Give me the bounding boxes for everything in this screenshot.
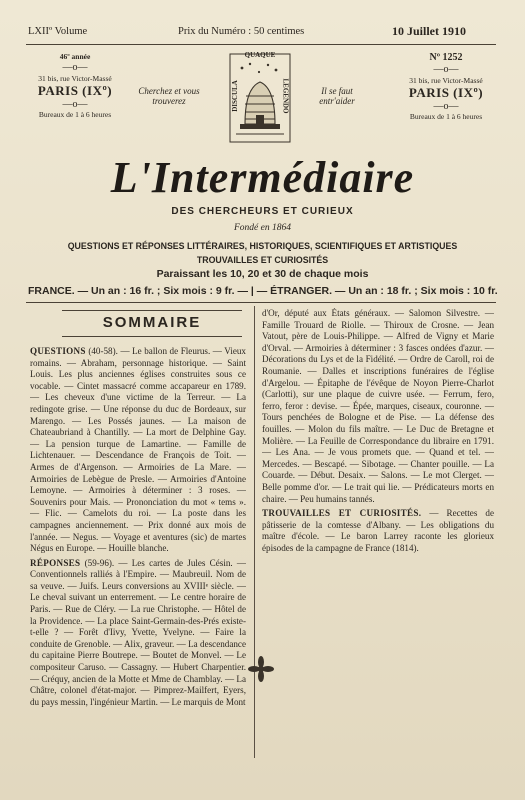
emblem-right-text: LEGENDO [281, 78, 290, 114]
right-motto-line-2: entr'aider [319, 96, 355, 106]
sommaire-heading: SOMMAIRE [102, 314, 202, 331]
year-label: 46º année [59, 52, 91, 61]
description-line-2: TROUVAILLES ET CURIOSITÉS [196, 255, 329, 265]
sommaire-rule-bottom [62, 336, 242, 337]
price-label: Prix du Numéro : 50 centimes [178, 26, 305, 37]
right-continuation: d'Or, député aux États généraux. — Salomon Silvestre. — Famille Trouard de Riolle. — Thiroux de Crosne. — Jean Vatout, père de Louis-Philippe. — Alfred de Vigny et Marie d'Orval. — Armoiries à déterminer : 3 fasces ondées d'azur. — Décorations du Lys et de la Fidélité. — Ordre de Caroll, roi de Roumanie. — Dalles et inscriptions funéraires de l'église d'Argelou. — Épitaphe de l'évêque de Noyon Pierre-Charlot (Carlotti), sur une plaque de cuivre usée. — Ferrum, fero, ferro, feror : devise. — Épée, marques, ciseaux, couronne. — Tours penchées de Bologne et de Pise. — La défense des fouilles. — Molon du fils maître. — Le Duc de Bretagne et Molière. — La Feuille de Correspondance du libraire en 1791. — Les Ana. — Je vous promets que. — Quand et tel. — Mercedes. — Bescapé. — Sibotage. — Chanter pouille. — La Couarde. — Début. Desaix. — Salons. — Le mot Clerget. — Belle pomme d'or. — Le trait qui lie. — Prédicateurs morts en chaire. — Peu humains tannés. [262, 308, 494, 504]
left-hours: Bureaux de 1 à 6 heures [38, 110, 112, 119]
right-city: PARIS (IXº) [408, 85, 484, 100]
left-motto-line-1: Cherchez et vous [138, 86, 200, 96]
fleuron-ornament [245, 653, 277, 685]
column-divider [254, 306, 255, 758]
volume-label: LXIIº Volume [28, 26, 88, 37]
emblem-left-text: DISCULA [230, 80, 239, 112]
right-motto-line-1: Il se faut [321, 86, 353, 96]
subscription-line: FRANCE. — Un an : 16 fr. ; Six mois : 9 fr. — | — ÉTRANGER. — Un an : 18 fr. ; Six mois : 10 fr. [28, 285, 498, 297]
fleuron-icon [245, 653, 277, 685]
left-city: PARIS (IXº) [37, 83, 113, 98]
right-motto [298, 86, 376, 106]
questions-text: — Le ballon de Fleurus. — Vieux romains. — Abraham, personnage historique. — Saint Louis. Les plus anciennes églises construites sous ce vocable. — Cintet massacré comme accapareur en 1789. — Les cheveux d'une victime de la Terreur. — La redingote grise. — Une réponse du duc de Bordeaux, sur Marengo. — Les Possés jaunes. — La maison de Chateaubriand à Chantilly. — La mort de Delphine Gay. — La pension turque de Lamartine. — Famille de Lichtenauer. — Descendance de François de Toit. — Armes de d'Argenson. — Armoiries de La Mare. — Armoiries de Lebègue de Presle. — Armoiries d'Antoine Lemoyne. — Armoiries à déterminer : 3 roses. — Souvenirs pour Mais. — Prononciation du mot « tems ». — Flic. — Camelots du roi. — La poste dans les campagnes anciennement. — Prix donné aux mois de l'année. — Negus. — Voyage et aventures (sic) de martes Négus en Europe. — Houille blanche. [30, 346, 246, 554]
reponses-paragraph [30, 558, 246, 709]
left-info-block: 46º année —o— 31 bis, rue Victor-Massé PARIS (IXº) —o— Bureaux de 1 à 6 heures [30, 52, 120, 119]
issue-number: Nº 1252 [429, 52, 463, 63]
left-address: 31 bis, rue Victor-Massé [38, 74, 112, 83]
trouvailles-paragraph [262, 508, 494, 554]
journal-subtitle: DES CHERCHEURS ET CURIEUX [171, 206, 354, 217]
subscription-rule [26, 302, 496, 303]
founded-line: Fondé en 1864 [234, 223, 291, 233]
header-rule [26, 44, 496, 45]
trouvailles-text: — Recettes de pâtisserie de la comtesse d'Albany. — Les obligations du maître d'école. — Le baron Larrey raconte les glorieux épisodes de la campagne de France (1814). [262, 508, 494, 553]
questions-heading: QUESTIONS [30, 346, 86, 356]
right-hours: Bureaux de 1 à 6 heures [409, 112, 483, 121]
left-column [30, 346, 246, 756]
questions-paragraph [30, 346, 246, 555]
journal-title: L'Intermédiaire [110, 153, 415, 202]
description-line-1: QUESTIONS ET RÉPONSES LITTÉRAIRES, HISTORIQUES, SCIENTIFIQUES ET ARTISTIQUES [67, 241, 458, 251]
trouvailles-heading: TROUVAILLES ET CURIOSITÉS. [262, 508, 422, 519]
left-motto-line-2: trouverez [152, 96, 186, 106]
sommaire-rule-top [62, 310, 242, 311]
right-address: 31 bis, rue Victor-Massé [409, 76, 483, 85]
emblem-top-text: QUAQUE [244, 51, 276, 59]
beehive-emblem [228, 52, 292, 144]
issue-date: 10 Juillet 1910 [392, 24, 466, 38]
questions-range: (40-58). [88, 346, 118, 356]
reponses-heading: RÉPONSES [30, 557, 81, 568]
reponses-text: — Les cartes de Jules Césin. — Conventionnels ralliés à l'Empire. — Maubreuil. Nom de sa veuve. — Juifs. Leurs conversions au XVIIIᵉ siècle. — Le cheval suivant un enterrement. — Le centre horaire de Paris. — Rue de Cléry. — La rue Christophe. — Hôtel de la Providence. — La place Saint-Germain-des-Prés existe-t-elle ? — Forêt d'Iivy, Yvette, Yvelyne. — Faire la conduite de Grenoble. — Alix, graveur. — La descendance du capitaine Pierre Boutrepe. — Boutet de Monvel. — Le compositeur Caruso. — Cassagny. — Hubert Charpentier. — Créquy, ancien de la Motte et Mme de Chamblay. — La Châtre, colonel d'état-major. — Pimprez-Mailfert, Eyers, du pays messin, l'ingénieur Martin. — Le marquis de Mont [30, 557, 246, 707]
right-info-block: Nº 1252 —o— 31 bis, rue Victor-Massé PARIS (IXº) —o— Bureaux de 1 à 6 heures [396, 52, 496, 121]
right-column [262, 308, 494, 608]
reponses-range: (59-96). [84, 557, 115, 568]
left-motto [128, 86, 210, 106]
appearance-line: Paraissant les 10, 20 et 30 de chaque mois [156, 268, 369, 280]
